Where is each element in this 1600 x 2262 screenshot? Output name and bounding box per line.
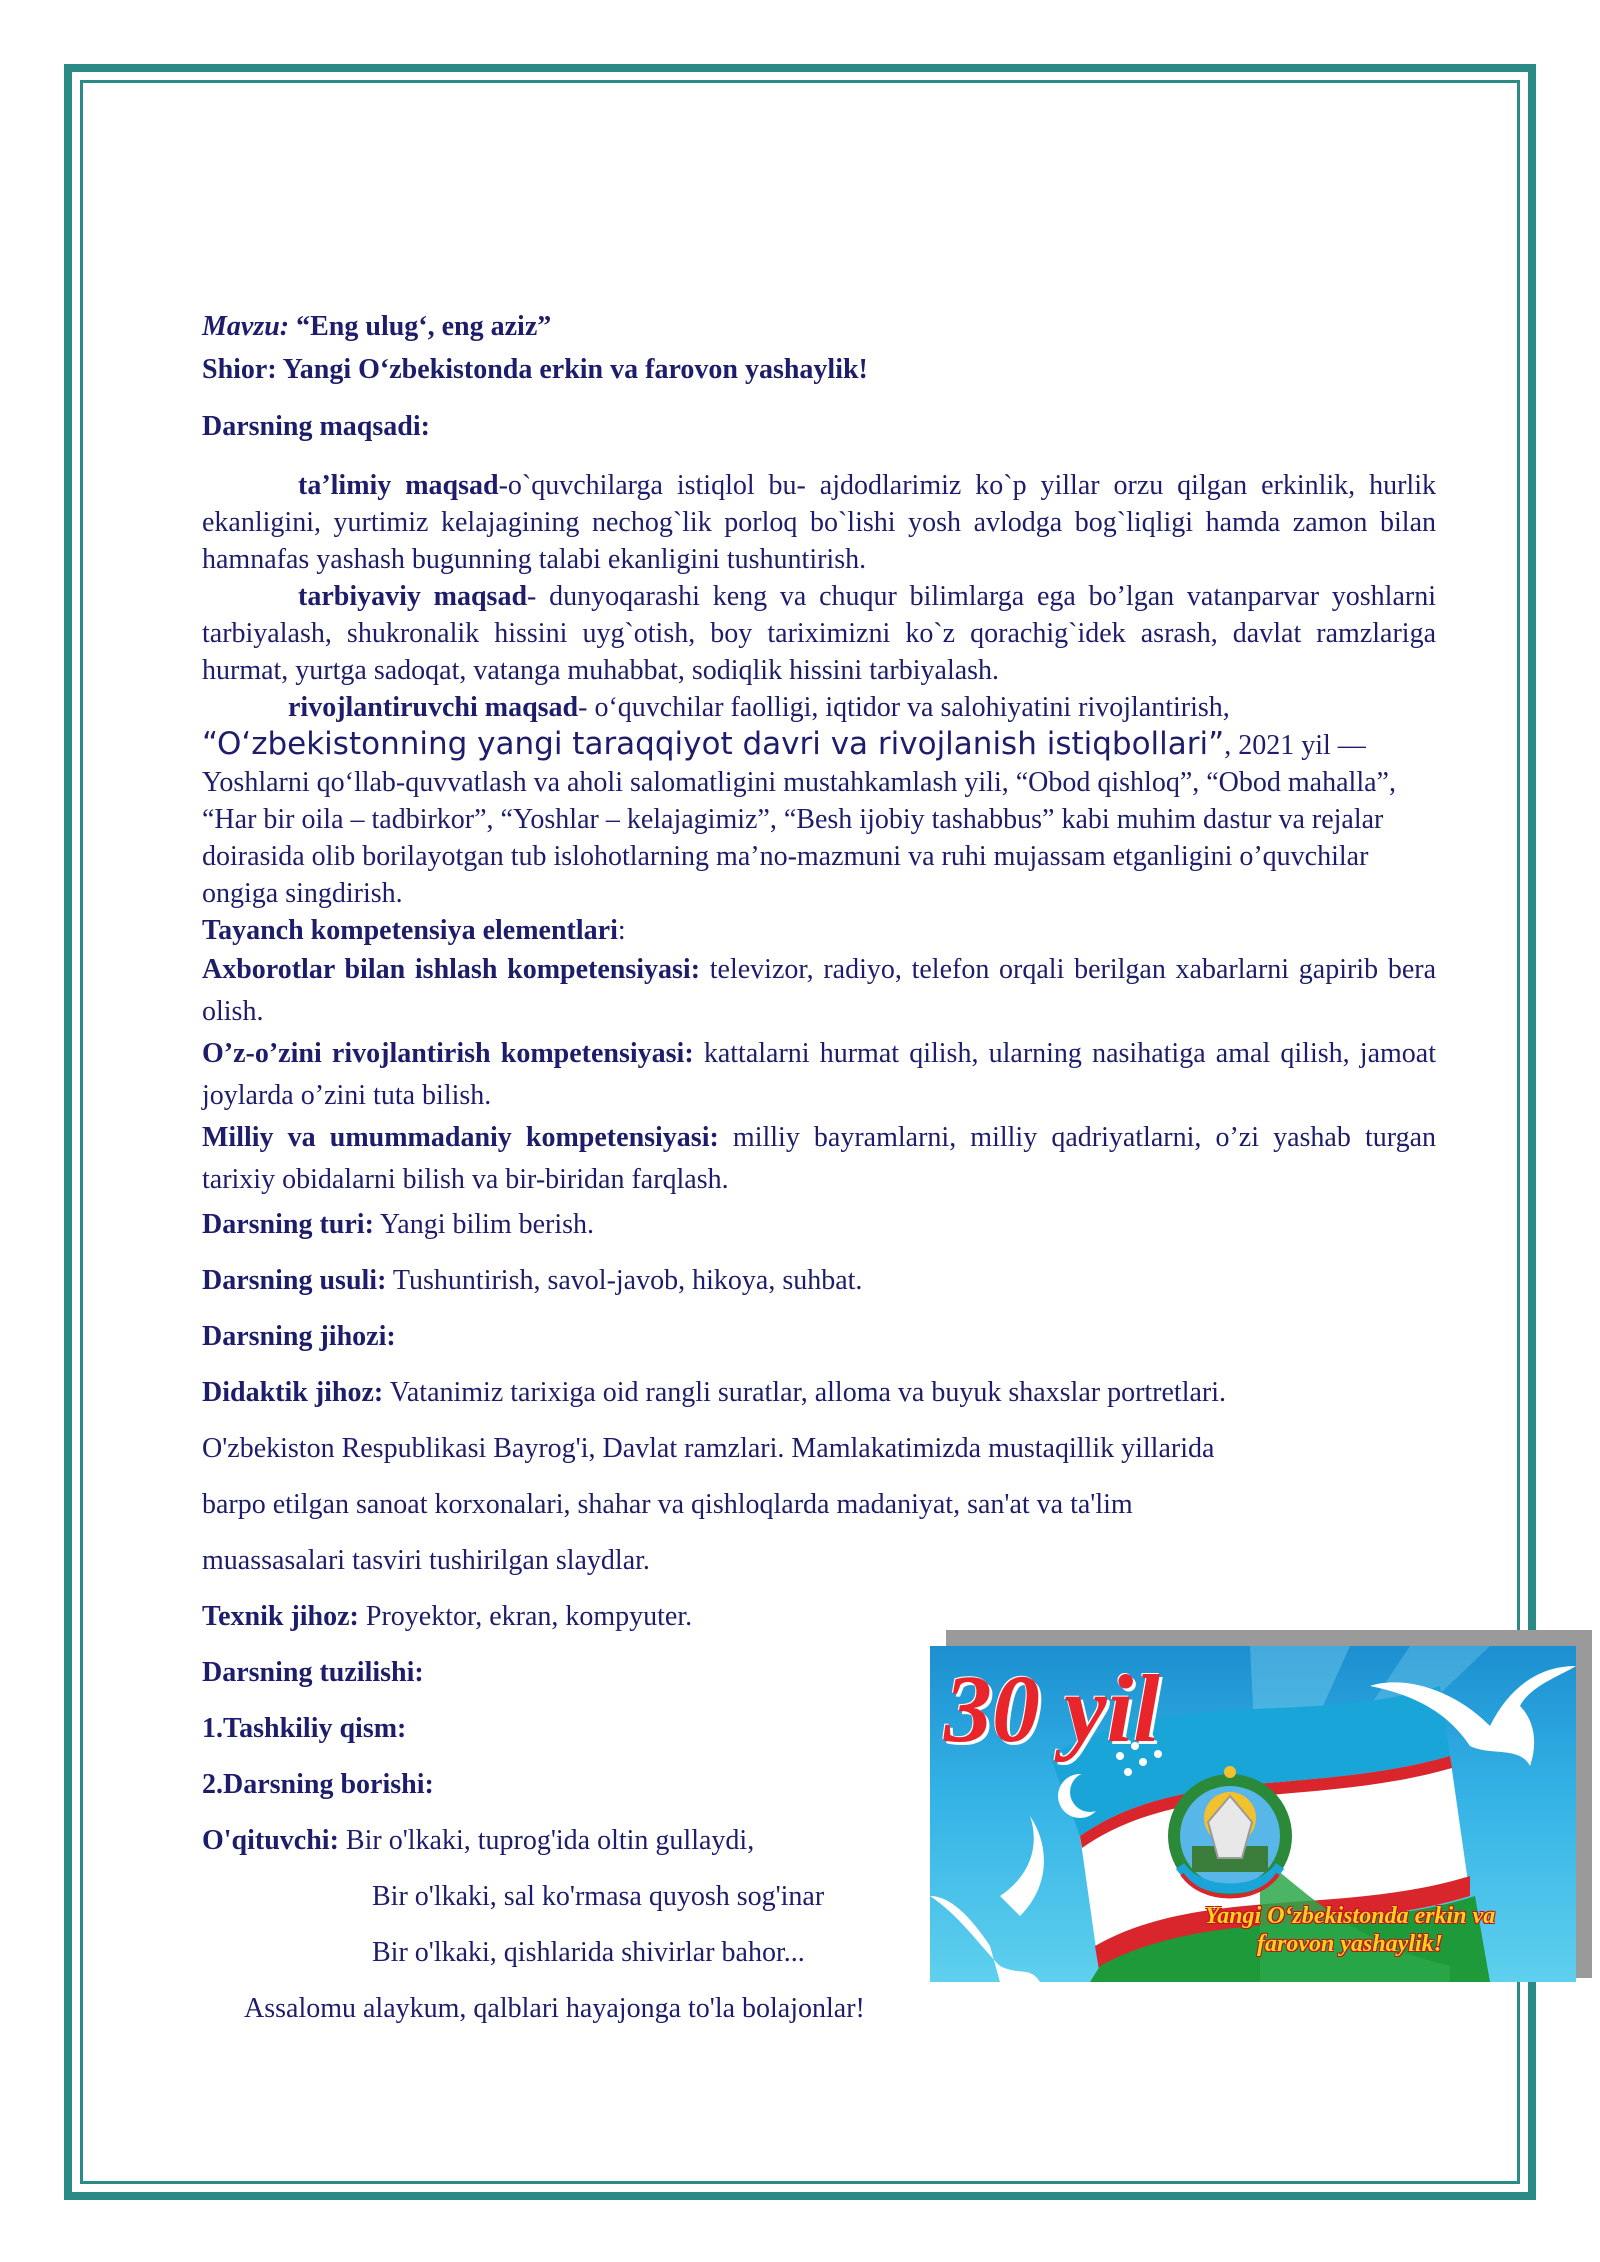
greeting: Assalomu alaykum, qalblari hayajonga to'la bolajonlar! (244, 1993, 865, 2024)
lesson-type-label: Darsning turi: (202, 1209, 374, 1240)
developmental-objective (202, 689, 1436, 912)
banner-title: 30 yil (944, 1655, 1160, 1762)
step-organizational: 1.Tashkiliy qism: (202, 1713, 407, 1744)
lesson-type-text: Yangi bilim berish. (373, 1209, 595, 1240)
poem-line: Bir o'lkaki, tuprog'ida oltin gullaydi, (338, 1825, 755, 1856)
upbringing-label: tarbiyaviy maqsad (298, 581, 528, 612)
didactic-equipment (202, 1365, 1436, 1421)
competencies-heading-label: Tayanch kompetensiya elementlari (202, 915, 618, 946)
lesson-method-label: Darsning usuli: (202, 1265, 387, 1296)
banner-slogan-line: Yangi O‘zbekistonda erkin va (1204, 1903, 1496, 1929)
competency-text: televizor, radiyo, telefon orqali berilgan xabarlarni gapirib bera olish. (202, 954, 1436, 1027)
developmental-text2: , 2021 yil — Yoshlarni qo‘llab-quvvatlash va aholi salomatligini mustahkamlash yili, “Obod qishloq”, “Obod mahalla”, “Har bir oila – tadbirkor”, “Yoshlar – kelajagimiz”, “Besh ijobiy tashabbus” kabi muhim dastur va rejalar doirasida olib borilayotgan tub islohotlarning ma’no-mazmuni va ruhi mujassam etganligini o’quvchilar ongiga singdirish. (202, 730, 1396, 909)
teacher-label: O'qituvchi: (202, 1825, 339, 1856)
educational-label: ta’limiy maqsad (298, 470, 499, 501)
banner-slogan-line: farovon yashaylik! (1257, 1931, 1443, 1957)
developmental-label: rivojlantiruvchi maqsad (288, 692, 579, 723)
topic-label: Mavzu: (202, 311, 290, 342)
developmental-program: “O‘zbekistonning yangi taraqqiyot davri va rivojlanish istiqbollari” (202, 726, 1225, 762)
competency-item (202, 1117, 1436, 1201)
objectives-heading: Darsning maqsadi: (202, 411, 430, 442)
educational-text: -o`quvchilarga istiqlol bu- ajdodlarimiz ko`p yillar orzu qilgan erkinlik, hurlik ekanligini, yurtimiz kelajagining nechog`lik porloq bo`lishi yosh avlodga bog`liqligi hamda zamon bilan hamnafas yashash bugunning talabi ekanligini tushuntirish. (202, 470, 1436, 575)
poem-line: Bir o'lkaki, sal ko'rmasa quyosh sog'inar (372, 1881, 825, 1912)
competency-text: kattalarni hurmat qilish, ularning nasihatiga amal qilish, jamoat joylarda o’zini tuta bilish. (202, 1038, 1436, 1111)
equipment-heading: Darsning jihozi: (202, 1321, 396, 1352)
topic-line (202, 308, 1436, 345)
lesson-method-text: Tushuntirish, savol-javob, hikoya, suhbat. (386, 1265, 863, 1296)
motto-line: Shior: Yangi O‘zbekistonda erkin va farovon yashaylik! (202, 354, 868, 385)
didactic-label: Didaktik jihoz: (202, 1377, 384, 1408)
competencies-colon: : (617, 915, 626, 946)
upbringing-objective (202, 578, 1436, 689)
upbringing-text: - dunyoqarashi keng va chuqur bilimlarga ega bo’lgan vatanparvar yoshlarni tarbiyalash, shukronalik hissini uyg`otish, boy tariximizni ko`z qorachig`idek asrash, davlat ramzlariga hurmat, yurtga sadoqat, vatanga muhabbat, sodiqlik hissini tarbiyalash. (202, 581, 1436, 686)
structure-heading: Darsning tuzilishi: (202, 1657, 424, 1688)
didactic-line: barpo etilgan sanoat korxonalari, shahar va qishloqlarda madaniyat, san'at va ta'lim (202, 1489, 1133, 1520)
competencies-heading (202, 912, 1436, 949)
developmental-text: - o‘quvchilar faolligi, iqtidor va salohiyatini rivojlantirish, (578, 692, 1230, 723)
competency-label: Axborotlar bilan ishlash kompetensiyasi: (202, 954, 701, 985)
didactic-line: Vatanimiz tarixiga oid rangli suratlar, alloma va buyuk shaxslar portretlari. (383, 1377, 1227, 1408)
topic-value: “Eng ulug‘, eng aziz” (289, 311, 552, 342)
lesson-type (202, 1197, 1436, 1253)
didactic-line: muassasalari tasviri tushirilgan slaydlar. (202, 1545, 650, 1576)
competency-label: O’z-o’zini rivojlantirish kompetensiyasi: (202, 1038, 694, 1069)
lesson-method (202, 1253, 1436, 1309)
poem-line: Bir o'lkaki, qishlarida shivirlar bahor... (372, 1937, 805, 1968)
educational-objective (202, 467, 1436, 578)
step-lesson-course: 2.Darsning borishi: (202, 1769, 434, 1800)
competency-label: Milliy va umummadaniy kompetensiyasi: (202, 1122, 719, 1153)
anniversary-banner-image (930, 1646, 1576, 1982)
technical-label: Texnik jihoz: (202, 1601, 359, 1632)
banner-slogan (1140, 1902, 1560, 1958)
technical-text: Proyektor, ekran, kompyuter. (358, 1601, 693, 1632)
competency-item (202, 1033, 1436, 1117)
competency-text: milliy bayramlarni, milliy qadriyatlarni, o’zi yashab turgan tarixiy obidalarni bilish va bir-biridan farqlash. (202, 1122, 1436, 1195)
didactic-line: O'zbekiston Respublikasi Bayrog'i, Davlat ramzlari. Mamlakatimizda mustaqillik yillarida (202, 1433, 1215, 1464)
competency-item (202, 949, 1436, 1033)
